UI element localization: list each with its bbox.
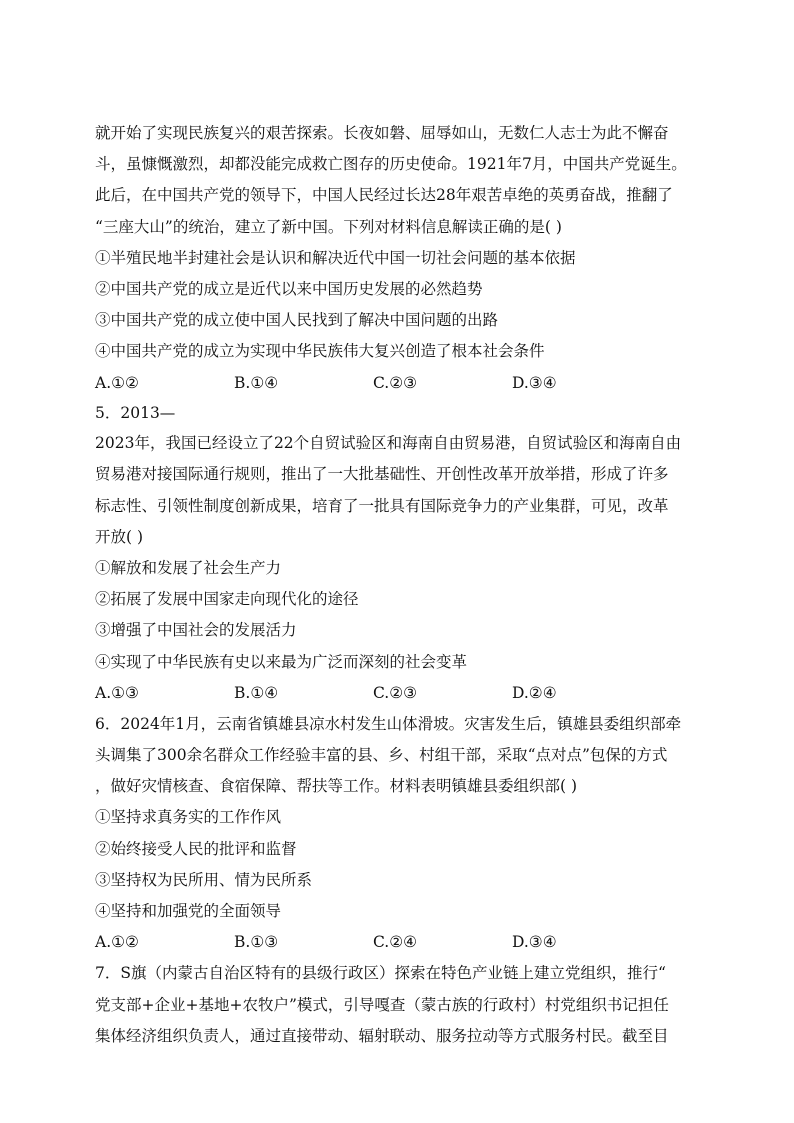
- q5-options: [95, 678, 707, 709]
- q6-options: [95, 927, 707, 958]
- q5-statement-1: ①解放和发展了社会生产力: [95, 558, 282, 577]
- q5-option-a: A.①③: [95, 683, 139, 702]
- q4-option-b: B.①④: [234, 373, 279, 392]
- q5-stem-line-1: 2023年，我国已经设立了22个自贸试验区和海南自由贸易港，自贸试验区和海南自由: [95, 434, 682, 453]
- q6-option-d: D.③④: [512, 933, 557, 952]
- question-6: [95, 709, 707, 959]
- q6-option-b: B.①③: [234, 933, 279, 952]
- q7-stem-line-3: 集体经济组织负责人，通过直接带动、辐射联动、服务拉动等方式服务村民。截至目: [95, 1026, 669, 1045]
- q6-statement-3: ③坚持权为民所用、情为民所系: [95, 870, 313, 889]
- q6-option-c: C.②④: [373, 933, 418, 952]
- q4-option-d: D.③④: [512, 373, 557, 392]
- q5-stem-line-2: 贸易港对接国际通行规则，推出了一大批基础性、开创性改革开放举措，形成了许多: [95, 465, 669, 484]
- q4-statement-1: ①半殖民地半封建社会是认识和解决近代中国一切社会问题的基本依据: [95, 248, 576, 267]
- q5-statement-3: ③增强了中国社会的发展活力: [95, 621, 297, 640]
- q5-option-b: B.①④: [234, 683, 279, 702]
- q6-stem-line-1: 6．2024年1月，云南省镇雄县凉水村发生山体滑坡。灾害发生后，镇雄县委组织部牵: [95, 714, 682, 733]
- q6-option-a: A.①②: [95, 933, 139, 952]
- document-page: [95, 118, 707, 1052]
- q6-statement-4: ④坚持和加强党的全面领导: [95, 902, 282, 920]
- q4-statement-3: ③中国共产党的成立使中国人民找到了解决中国问题的出路: [95, 311, 499, 330]
- q7-stem-line-2: 党支部+企业+基地+农牧户”模式，引导嘎查（蒙古族的行政村）村党组织书记担任: [95, 995, 669, 1014]
- q4-option-c: C.②③: [373, 373, 418, 392]
- q6-stem-line-3: ，做好灾情核查、食宿保障、帮扶等工作。材料表明镇雄县委组织部( ): [95, 777, 578, 796]
- q4-stem-line-1: 就开始了实现民族复兴的艰苦探索。长夜如磐、屈辱如山，无数仁人志士为此不懈奋: [95, 124, 669, 142]
- q7-stem-line-1: 7．S旗（内蒙古自治区特有的县级行政区）探索在特色产业链上建立党组织，推行“: [95, 964, 666, 983]
- q4-stem-line-3: 此后，在中国共产党的领导下，中国人民经过长达28年艰苦卓绝的英勇奋战，推翻了: [95, 186, 673, 205]
- question-7: [95, 958, 707, 1052]
- q6-stem-line-2: 头调集了300余名群众工作经验丰富的县、乡、村组干部，采取“点对点”包保的方式: [95, 746, 668, 765]
- q5-stem-line-4: 开放( ): [95, 527, 144, 546]
- q4-statement-4: ④中国共产党的成立为实现中华民族伟大复兴创造了根本社会条件: [95, 342, 545, 361]
- question-4: [95, 118, 707, 399]
- q5-number-line: 5．2013—: [95, 403, 176, 422]
- q6-statement-2: ②始终接受人民的批评和监督: [95, 839, 297, 858]
- q5-statement-2: ②拓展了发展中国家走向现代化的途径: [95, 590, 359, 609]
- q4-option-a: A.①②: [95, 373, 139, 392]
- q4-statement-2: ②中国共产党的成立是近代以来中国历史发展的必然趋势: [95, 279, 483, 298]
- q5-option-d: D.②④: [512, 683, 557, 702]
- q4-stem-line-4: “三座大山”的统治，建立了新中国。下列对材料信息解读正确的是( ): [95, 217, 562, 236]
- q5-statement-4: ④实现了中华民族有史以来最为广泛而深刻的社会变革: [95, 652, 468, 671]
- question-5: [95, 399, 707, 709]
- q5-option-c: C.②③: [373, 683, 418, 702]
- q5-stem-line-3: 标志性、引领性制度创新成果，培育了一批具有国际竞争力的产业集群，可见，改革: [95, 496, 669, 515]
- q6-statement-1: ①坚持求真务实的工作作风: [95, 808, 282, 827]
- q4-options: [95, 368, 707, 399]
- q4-stem-line-2: 斗，虽慷慨激烈，却都没能完成救亡图存的历史使命。1921年7月，中国共产党诞生。: [95, 155, 687, 174]
